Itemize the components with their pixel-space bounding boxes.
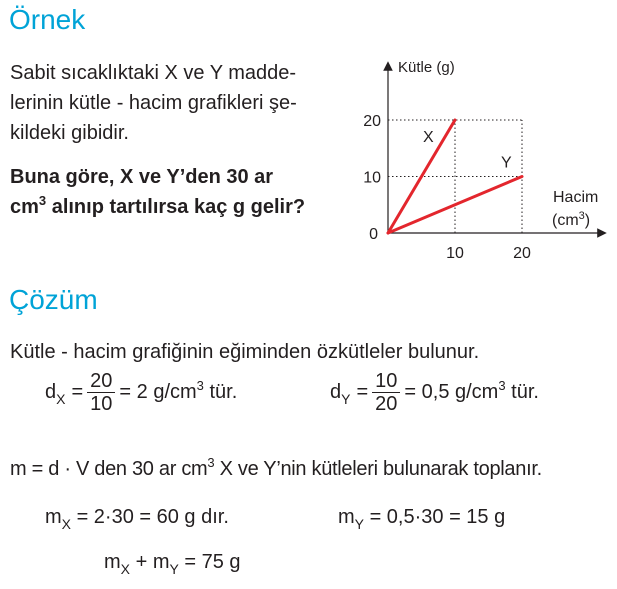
result-exponent: 3 [498,378,506,393]
density-subscript: X [56,390,66,407]
x-tick-label: 10 [446,245,464,262]
paragraph-line: lerinin kütle - hacim grafikleri şe- [10,92,297,114]
chart-grid [388,120,522,233]
mass-subscript: X [120,561,131,577]
density-subscript: Y [341,390,351,407]
fraction-numerator: 10 [375,370,398,392]
chart-labels [363,59,598,262]
question-unit: cm [10,196,39,218]
y-axis-label: Kütle (g) [398,59,455,76]
question-rest: alınıp tartılırsa kaç g gelir? [46,196,306,218]
density-x-fraction [87,370,115,415]
unit-exponent: 3 [578,210,585,222]
mass-line-start: m = d · V den 30 ar cm [10,458,208,480]
result-exponent: 3 [196,378,204,393]
y-tick-label: 10 [363,169,381,187]
mass-x-value: = 2·30 = 60 g dır. [71,506,229,528]
mass-x-equation [45,502,229,533]
mass-symbol: m [45,506,62,528]
fraction-denominator: 20 [372,392,400,415]
y-tick-label: 20 [363,113,381,130]
mass-line-end: X ve Y’nin kütleleri bulunarak toplanır. [214,458,542,480]
total-mass-value: = 75 g [178,551,241,573]
result-value: = 2 g/cm [119,381,197,403]
density-x-equation [45,370,237,415]
unit-close: ) [584,212,591,229]
density-y-equation [330,370,539,415]
mass-volume-chart [340,52,617,267]
fraction-denominator: 10 [87,392,115,415]
question-line-1: Buna göre, X ve Y’den 30 ar [10,166,274,188]
density-symbol: d [45,381,57,403]
mass-subscript: X [61,516,72,532]
solution-intro: Kütle - hacim grafiğinin eğiminden özkütleler bulunur. [10,341,480,363]
mass-subscript: Y [354,516,365,532]
result-suffix: tür. [505,381,539,403]
equals-sign: = [71,381,84,403]
equals-sign: = [356,381,369,403]
mass-line-exponent: 3 [207,455,215,470]
fraction-numerator: 20 [90,370,113,392]
paragraph-line: kildeki gibidir. [10,122,129,144]
x-axis-unit [552,210,590,229]
mass-subscript: Y [169,561,179,577]
mass-y-value: = 0,5·30 = 15 g [364,506,506,528]
example-heading: Örnek [9,4,86,35]
solution-heading: Çözüm [9,284,98,315]
x-tick-label: 20 [513,245,531,262]
mass-symbol: m [152,551,170,573]
x-axis-label: Hacim [553,189,599,206]
paragraph-line: Sabit sıcaklıktaki X ve Y madde- [10,62,297,84]
density-symbol: d [330,381,342,403]
density-y-result [404,378,539,404]
plus-sign: + [130,551,153,573]
result-suffix: tür. [203,381,238,403]
total-mass-equation [104,547,241,578]
density-x-result [119,378,238,404]
origin-label: 0 [369,226,378,243]
mass-explanation [10,454,542,486]
question-unit-exponent: 3 [38,193,47,208]
result-value: = 0,5 g/cm [404,381,499,403]
chart-axes [388,66,602,233]
series-label-x: X [423,129,434,146]
density-y-fraction [372,370,400,415]
mass-symbol: m [338,506,355,528]
question-line-2 [10,192,305,224]
mass-symbol: m [104,551,121,573]
mass-y-equation [338,502,505,533]
example-question [10,162,305,224]
unit-base: (cm [552,212,579,229]
series-label-y: Y [501,154,512,172]
example-paragraph [10,58,297,148]
